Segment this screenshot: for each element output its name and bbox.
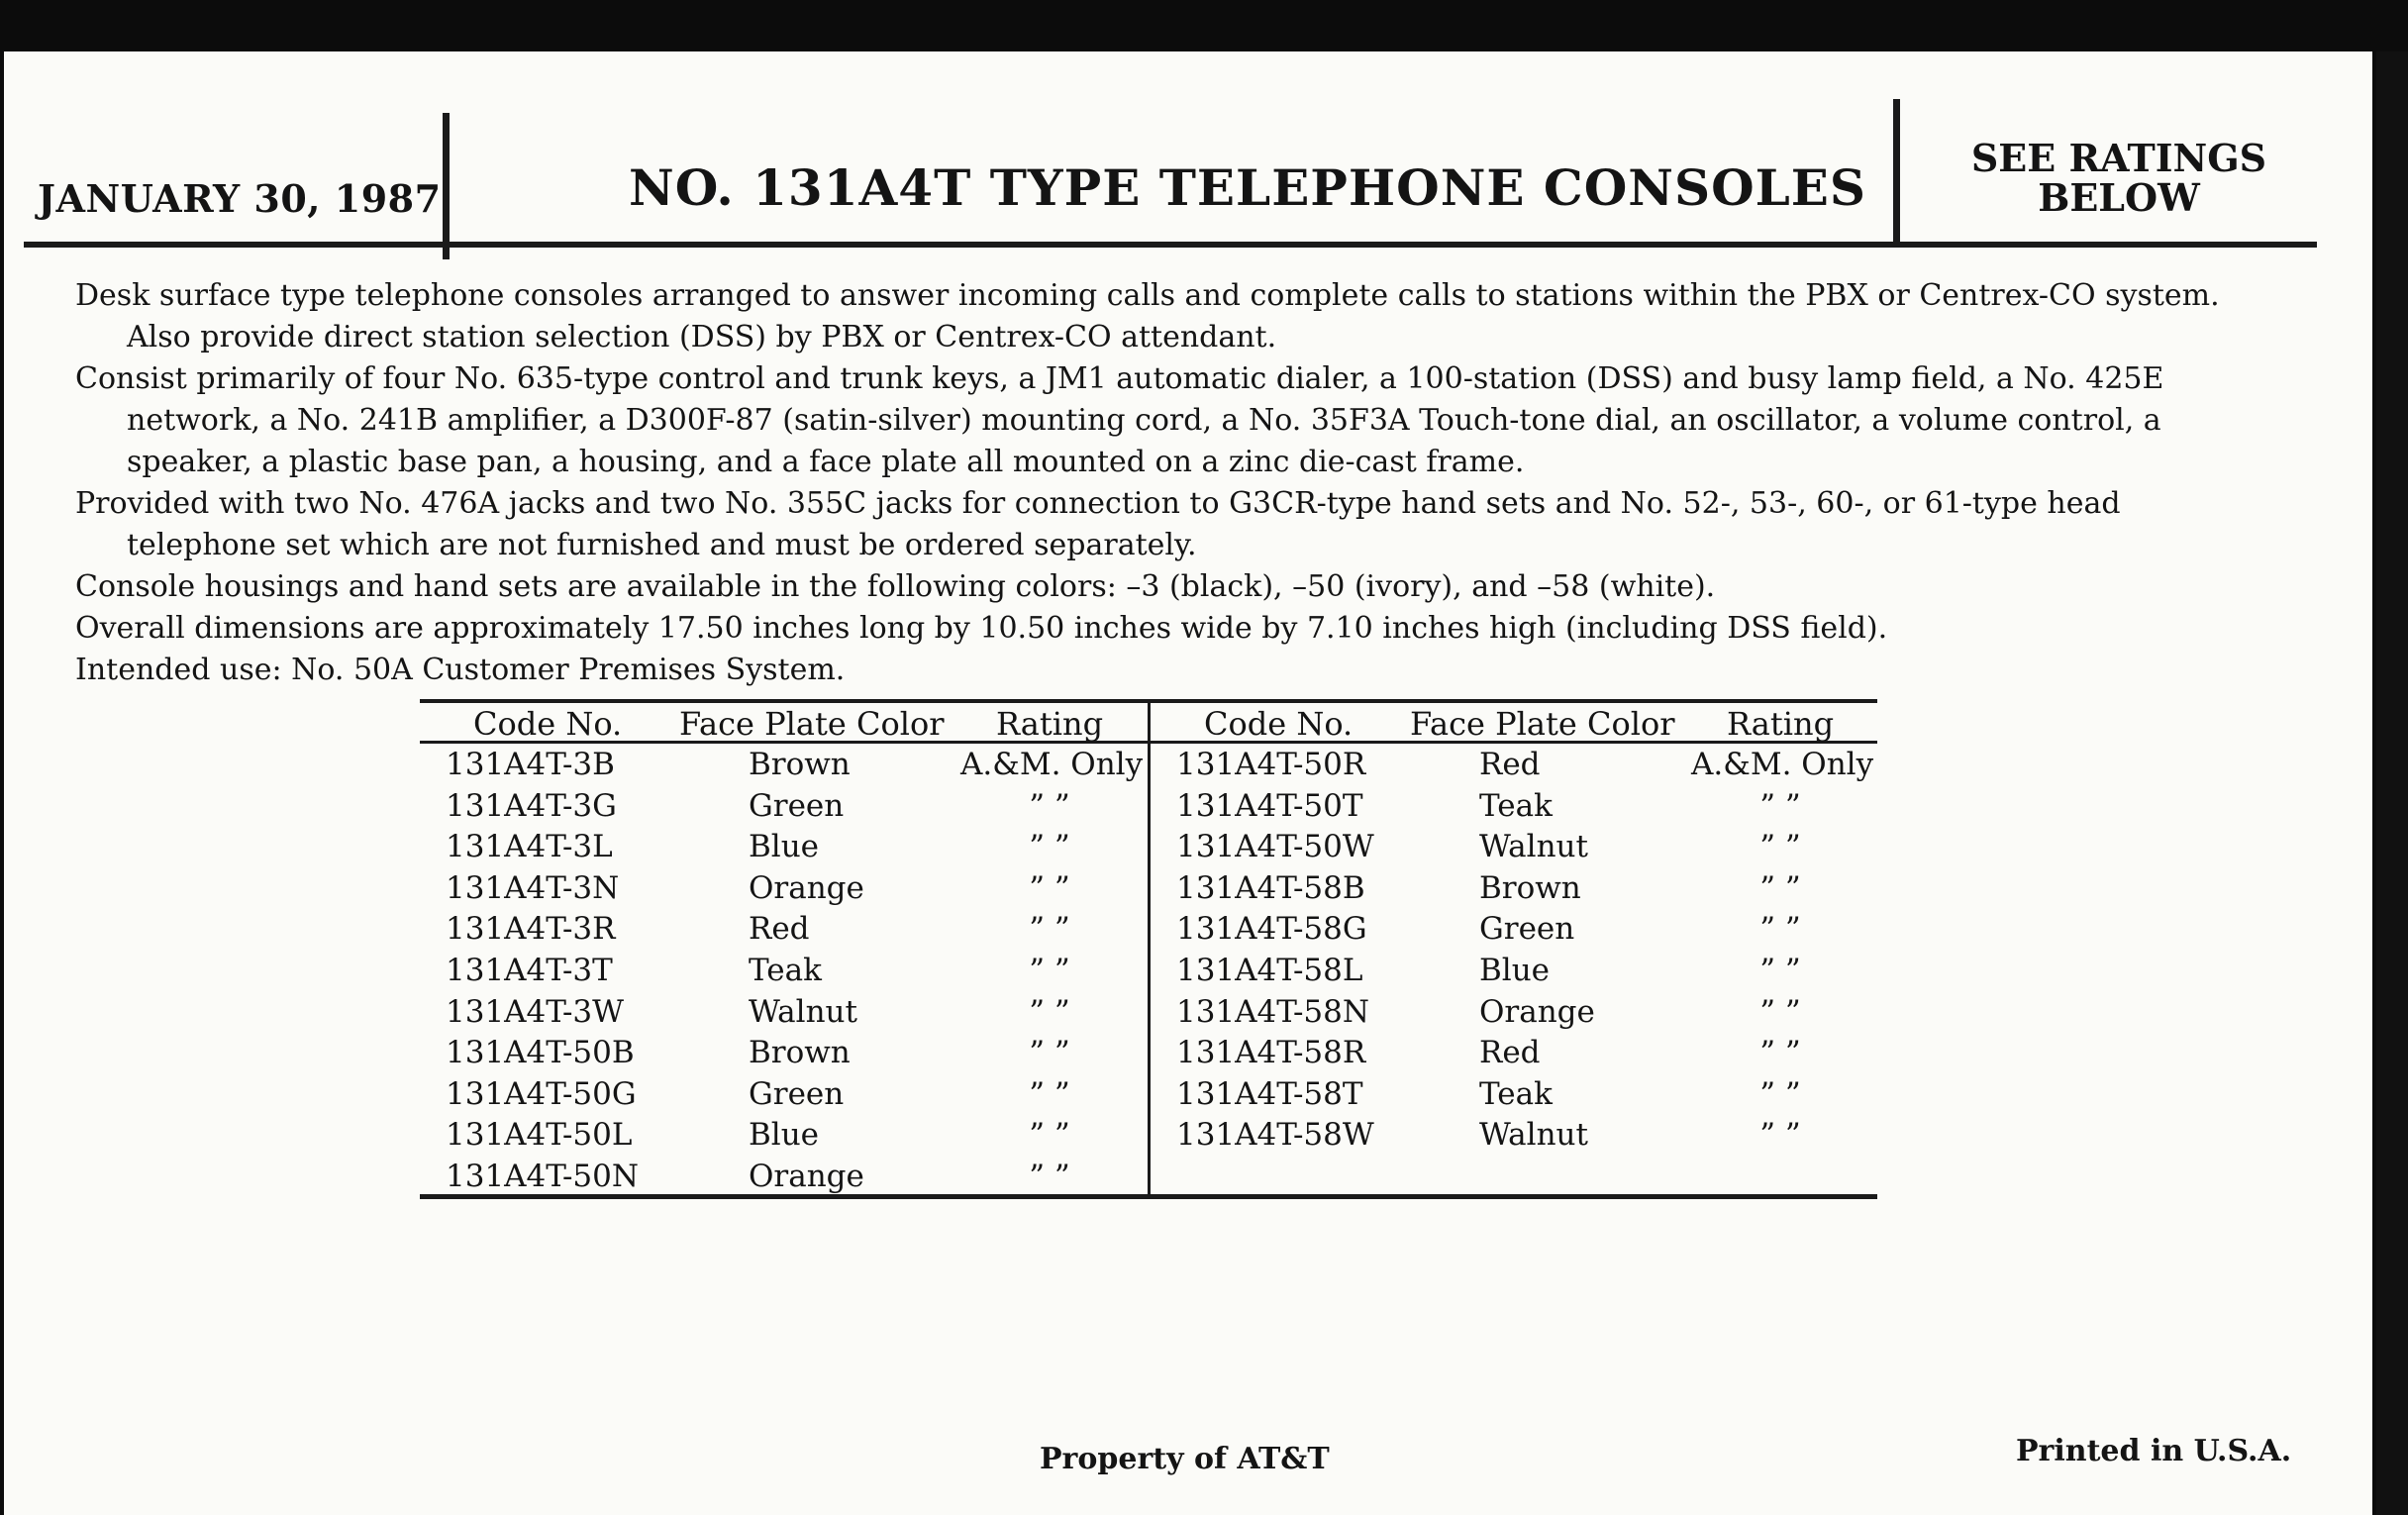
cell-color: Orange (749, 1158, 864, 1194)
cell-color: Green (749, 1075, 845, 1112)
description-paragraph: Overall dimensions are approximately 17.50 inches long by 10.50 inches wide by 7.10 inches high (including DSS field). (75, 611, 1888, 646)
description-paragraph: Intended use: No. 50A Customer Premises System. (75, 653, 846, 687)
cell-color: Red (749, 911, 810, 948)
cell-rating: ” ” (1759, 829, 1801, 865)
cell-code: 131A4T-50B (446, 1035, 635, 1071)
table-row (1151, 866, 1878, 908)
header-divider-left (443, 113, 450, 259)
table-row (1151, 949, 1878, 990)
table-row (420, 825, 1148, 866)
ratings-note (1921, 136, 2317, 220)
cell-color: Orange (749, 869, 864, 906)
cell-code: 131A4T-50T (1176, 787, 1363, 824)
cell-rating: ” ” (1029, 829, 1070, 865)
cell-rating: ” ” (1759, 1035, 1801, 1071)
cell-code: 131A4T-50W (1176, 829, 1374, 865)
table-rows-left (420, 743, 1148, 1196)
cell-rating: ” ” (1029, 869, 1070, 906)
cell-rating: ” ” (1029, 1035, 1070, 1071)
table-row (420, 990, 1148, 1032)
header-rule (24, 242, 2317, 248)
table-row (420, 949, 1148, 990)
table-row (420, 1155, 1148, 1196)
cell-color: Teak (749, 952, 822, 988)
cell-rating: ” ” (1029, 952, 1070, 988)
cell-rating: ” ” (1759, 1117, 1801, 1154)
cell-code: 131A4T-3L (446, 829, 613, 865)
cell-rating: ” ” (1759, 869, 1801, 906)
table-row (1151, 990, 1878, 1032)
cell-color: Blue (1479, 952, 1551, 988)
description-paragraph: Consist primarily of four No. 635-type control and trunk keys, a JM1 automatic dialer, a 100-station (DSS) and busy lamp field, a No. 425E network, a No. 241B amplifier, a D300F-87 (satin-silver) mounting cord, a No. 35F3A Touch-tone dial, an oscillator, a volume control, a speaker, a plastic base pan, a housing, and a face plate all mounted on a zinc die-cast frame. (75, 361, 2164, 479)
cell-rating: ” ” (1759, 911, 1801, 948)
header-divider-right (1893, 99, 1900, 244)
cell-rating: ” ” (1759, 993, 1801, 1030)
table-row (420, 866, 1148, 908)
cell-rating: ” ” (1759, 1075, 1801, 1112)
cell-color: Orange (1479, 993, 1595, 1030)
cell-color: Brown (749, 1035, 851, 1071)
cell-code: 131A4T-3N (446, 869, 620, 906)
cell-color: Green (749, 787, 845, 824)
ratings-note-line2: BELOW (2038, 175, 2200, 220)
cell-code: 131A4T-50N (446, 1158, 640, 1194)
table-row (1151, 784, 1878, 826)
document-title: NO. 131A4T TYPE TELEPHONE CONSOLES (629, 158, 1867, 217)
table-header (420, 701, 1148, 743)
footer-printed: Printed in U.S.A. (2016, 1434, 2292, 1468)
description-paragraph: Console housings and hand sets are available in the following colors: –3 (black), –50 (ivory), and –58 (white). (75, 569, 1716, 604)
table-row (1151, 743, 1878, 784)
cell-code: 131A4T-58G (1176, 911, 1367, 948)
cell-rating: A.&M. Only (1691, 747, 1874, 782)
cell-color: Blue (749, 829, 820, 865)
table-rows-right (1151, 743, 1878, 1155)
cell-code: 131A4T-3G (446, 787, 617, 824)
header-color: Face Plate Color (679, 705, 945, 743)
cell-code: 131A4T-58T (1176, 1075, 1363, 1112)
cell-color: Green (1479, 911, 1575, 948)
cell-rating: ” ” (1029, 911, 1070, 948)
header-rating: Rating (1726, 705, 1835, 743)
cell-color: Walnut (1479, 829, 1588, 865)
cell-code: 131A4T-58N (1176, 993, 1370, 1030)
cell-color: Brown (1479, 869, 1581, 906)
cell-code: 131A4T-3R (446, 911, 616, 948)
table-row (1151, 1113, 1878, 1155)
table-row (420, 1031, 1148, 1072)
cell-color: Walnut (1479, 1117, 1588, 1154)
cell-code: 131A4T-3B (446, 747, 615, 782)
table-row (1151, 825, 1878, 866)
table-header (1151, 701, 1878, 743)
table-row (420, 784, 1148, 826)
cell-code: 131A4T-50R (1176, 747, 1366, 782)
table-row (1151, 1072, 1878, 1114)
description-paragraph: Desk surface type telephone consoles arranged to answer incoming calls and complete calls to stations within the PBX or Centrex-CO system. Also provide direct station selection (DSS) by PBX or Centrex-CO attendant. (75, 278, 2220, 354)
cell-code: 131A4T-3W (446, 993, 625, 1030)
header-code: Code No. (1204, 705, 1354, 743)
footer-property: Property of AT&T (1040, 1442, 1330, 1476)
ratings-note-line1: SEE RATINGS (1970, 136, 2267, 180)
code-table (420, 681, 1877, 1202)
table-left-half (420, 701, 1148, 1196)
table-row (420, 1072, 1148, 1114)
cell-rating: ” ” (1759, 787, 1801, 824)
header-rating: Rating (995, 705, 1104, 743)
scan-border (2376, 51, 2408, 1515)
cell-rating: ” ” (1759, 952, 1801, 988)
cell-rating: ” ” (1029, 787, 1070, 824)
cell-rating: ” ” (1029, 993, 1070, 1030)
header-code: Code No. (473, 705, 623, 743)
cell-code: 131A4T-58R (1176, 1035, 1366, 1071)
cell-color: Red (1479, 747, 1541, 782)
table-row (1151, 907, 1878, 949)
document-date: JANUARY 30, 1987 (38, 176, 442, 221)
header-color: Face Plate Color (1410, 705, 1675, 743)
cell-code: 131A4T-3T (446, 952, 613, 988)
table-right-half (1151, 701, 1878, 1155)
cell-rating: A.&M. Only (960, 747, 1144, 782)
table-row (420, 907, 1148, 949)
cell-rating: ” ” (1029, 1075, 1070, 1112)
cell-code: 131A4T-58W (1176, 1117, 1374, 1154)
cell-color: Walnut (749, 993, 857, 1030)
cell-rating: ” ” (1029, 1158, 1070, 1194)
table-row (1151, 1031, 1878, 1072)
cell-color: Brown (749, 747, 851, 782)
cell-color: Blue (749, 1117, 820, 1154)
cell-color: Teak (1479, 1075, 1553, 1112)
cell-code: 131A4T-58L (1176, 952, 1363, 988)
description-paragraph: Provided with two No. 476A jacks and two No. 355C jacks for connection to G3CR-type hand sets and No. 52-, 53-, 60-, or 61-type head telephone set which are not furnished and must be ordered separately. (75, 486, 2121, 562)
cell-code: 131A4T-58B (1176, 869, 1365, 906)
cell-rating: ” ” (1029, 1117, 1070, 1154)
cell-code: 131A4T-50L (446, 1117, 633, 1154)
description (75, 275, 2273, 691)
table-row (420, 743, 1148, 784)
cell-code: 131A4T-50G (446, 1075, 637, 1112)
cell-color: Teak (1479, 787, 1553, 824)
table-row (420, 1113, 1148, 1155)
cell-color: Red (1479, 1035, 1541, 1071)
